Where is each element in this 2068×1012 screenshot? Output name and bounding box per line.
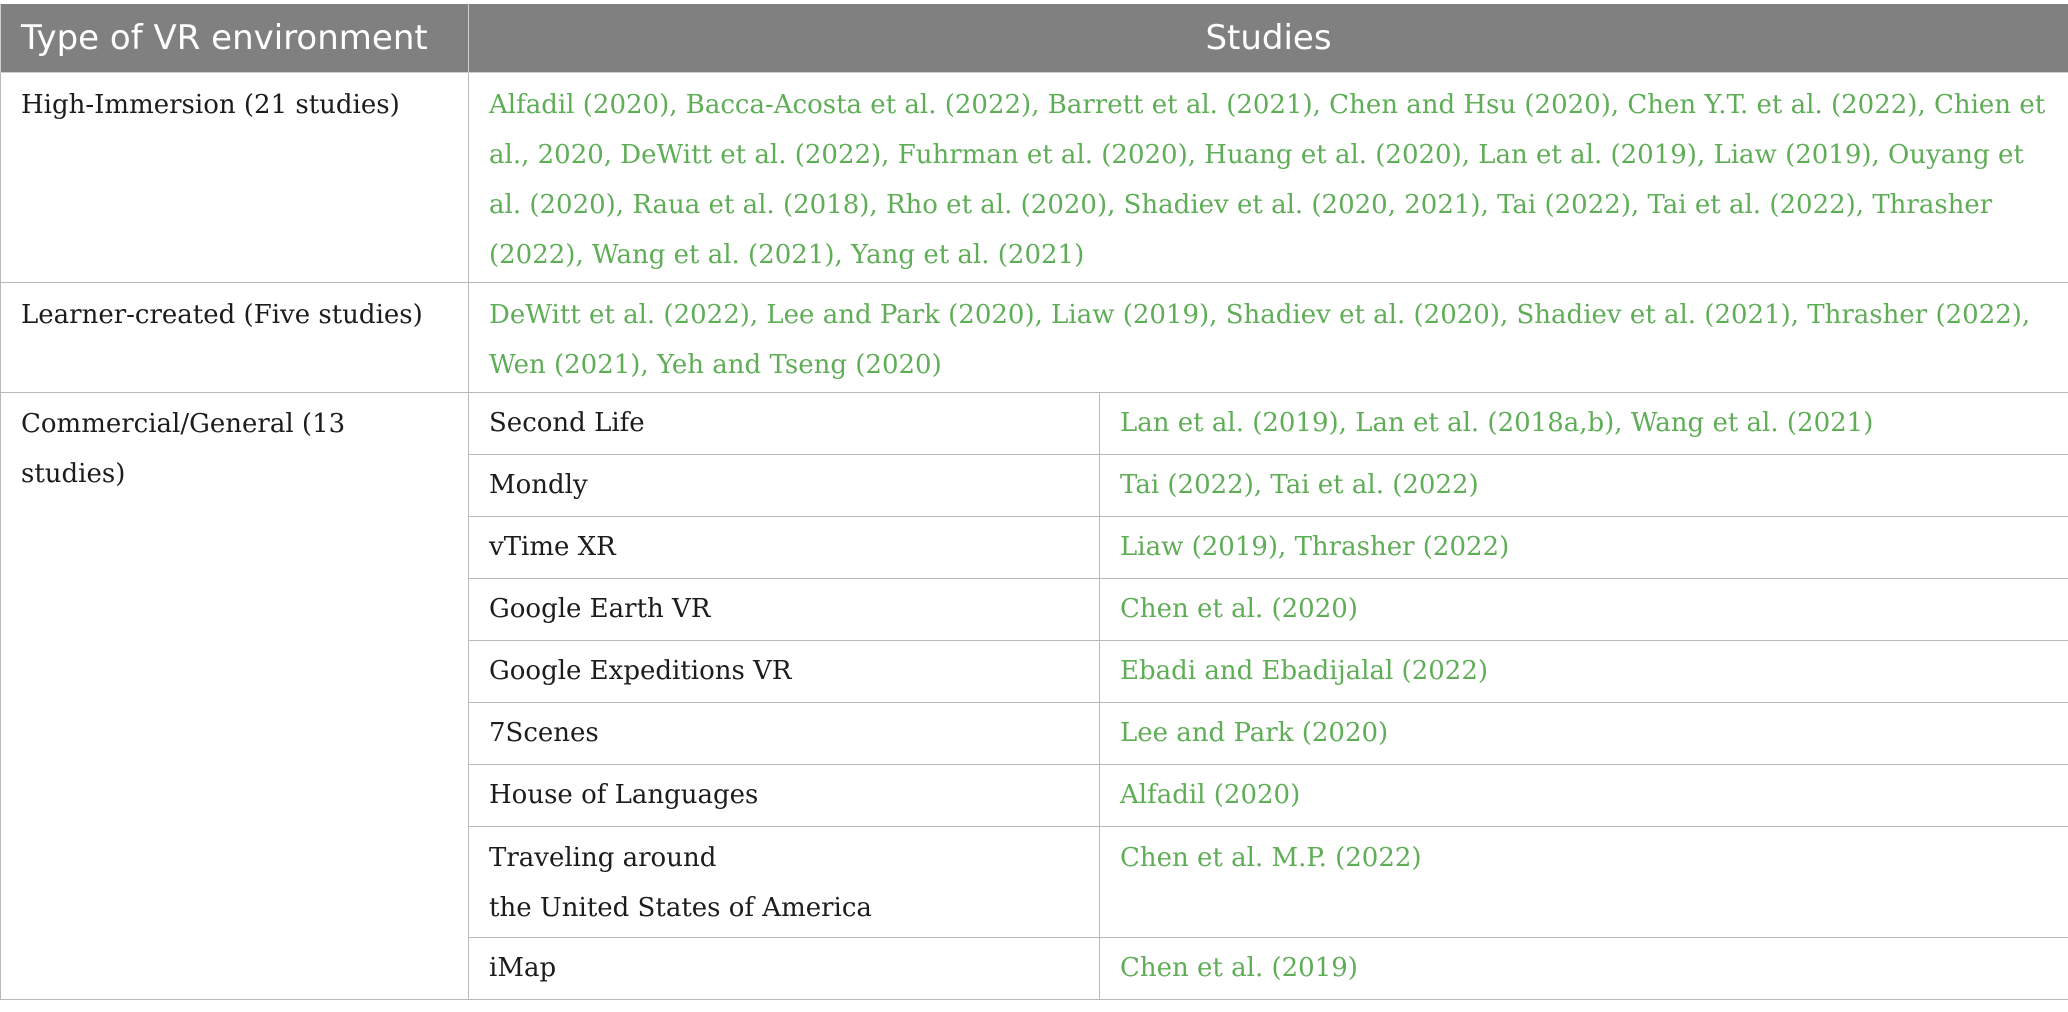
vr-environment-table: [0, 4, 2068, 1000]
row-second-life: [1, 393, 2068, 455]
platform-cell: [469, 827, 1100, 938]
studies-cell: DeWitt et al. (2022), Lee and Park (2020), Liaw (2019), Shadiev et al. (2020), Shadiev et al. (2021), Thrasher (2022), Wen (2021), Yeh and Tseng (2020): [469, 283, 2068, 393]
platform-cell: House of Languages: [469, 765, 1100, 827]
type-cell: Learner-created (Five studies): [1, 283, 469, 393]
header-studies: Studies: [469, 4, 2068, 73]
studies-cell: Liaw (2019), Thrasher (2022): [1100, 517, 2068, 579]
platform-cell: Mondly: [469, 455, 1100, 517]
studies-cell: Lee and Park (2020): [1100, 703, 2068, 765]
platform-cell: Google Earth VR: [469, 579, 1100, 641]
type-cell: Commercial/General (13 studies): [1, 393, 469, 1000]
platform-cell: iMap: [469, 938, 1100, 1000]
studies-cell: Chen et al. (2020): [1100, 579, 2068, 641]
platform-cell: vTime XR: [469, 517, 1100, 579]
header-type: Type of VR environment: [1, 4, 469, 73]
studies-cell: Ebadi and Ebadijalal (2022): [1100, 641, 2068, 703]
studies-cell: Alfadil (2020), Bacca-Acosta et al. (2022), Barrett et al. (2021), Chen and Hsu (2020), Chen Y.T. et al. (2022), Chien et al., 2020, DeWitt et al. (2022), Fuhrman et al. (2020), Huang et al. (2020), Lan et al. (2019), Liaw (2019), Ouyang et al. (2020), Raua et al. (2018), Rho et al. (2020), Shadiev et al. (2020, 2021), Tai (2022), Tai et al. (2022), Thrasher (2022), Wang et al. (2021), Yang et al. (2021): [469, 73, 2068, 283]
header-row: [1, 4, 2068, 73]
platform-cell: 7Scenes: [469, 703, 1100, 765]
studies-cell: Chen et al. (2019): [1100, 938, 2068, 1000]
type-cell: High-Immersion (21 studies): [1, 73, 469, 283]
studies-cell: Chen et al. M.P. (2022): [1100, 827, 2068, 938]
studies-cell: Alfadil (2020): [1100, 765, 2068, 827]
row-learner-created: [1, 283, 2068, 393]
platform-line-2: the United States of America: [489, 893, 872, 923]
studies-cell: Lan et al. (2019), Lan et al. (2018a,b), Wang et al. (2021): [1100, 393, 2068, 455]
studies-cell: Tai (2022), Tai et al. (2022): [1100, 455, 2068, 517]
platform-line-1: Traveling around: [489, 843, 717, 873]
row-high-immersion: [1, 73, 2068, 283]
platform-cell: Google Expeditions VR: [469, 641, 1100, 703]
platform-cell: Second Life: [469, 393, 1100, 455]
